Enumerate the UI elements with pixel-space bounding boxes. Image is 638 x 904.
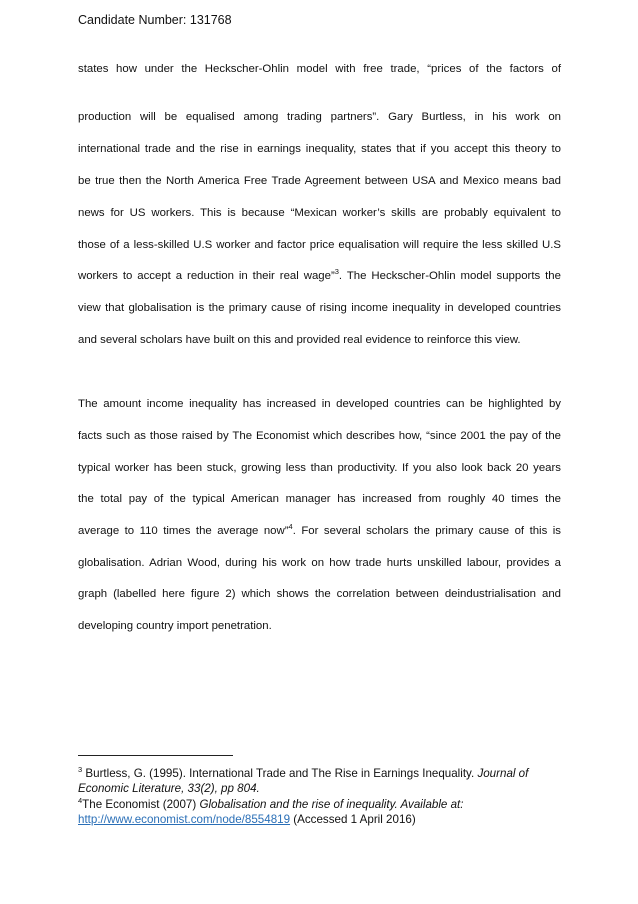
footnote-3-continued [78,781,260,797]
paragraph-line: international trade and the rise in earnings inequality, states that if you accept this theory to [78,143,561,155]
paragraph-line: The amount income inequality has increased in developed countries can be highlighted by [78,398,561,410]
footnote-marker: 4 [78,796,83,806]
footnote-separator [78,755,233,756]
paragraph-line: view that globalisation is the primary cause of rising income inequality in developed countries [78,302,561,314]
paragraph-line: typical worker has been stuck, growing less than productivity. If you also look back 20 years [78,462,561,474]
text-run: average to 110 times the average now” [78,525,289,537]
paragraph-line-with-footnote [78,268,561,284]
footnote-url-link[interactable]: http://www.economist.com/node/8554819 [78,813,291,826]
paragraph-line: developing country import penetration. [78,620,272,632]
paragraph-line: those of a less-skilled U.S worker and factor price equalisation will require the less skilled U.S [78,239,561,251]
paragraph-line: and several scholars have built on this and provided real evidence to reinforce this view. [78,334,521,346]
paragraph-line: states how under the Heckscher-Ohlin model with free trade, “prices of the factors of [78,63,561,75]
footnote-marker: 3 [78,765,83,775]
footnote-ref-3[interactable]: 3 [334,267,339,277]
footnote-text: The Economist (2007) [82,798,200,811]
footnote-ref-4[interactable]: 4 [288,522,293,532]
paragraph-line: production will be equalised among trading partners”. Gary Burtless, in his work on [78,111,561,123]
paragraph-line: news for US workers. This is because “Mexican worker’s skills are probably equivalent to [78,207,561,219]
footnote-accessed: (Accessed 1 April 2016) [290,813,416,826]
candidate-number-header: Candidate Number: 131768 [78,13,232,27]
paragraph-line: the total pay of the typical American manager has increased from roughly 40 times the [78,493,561,505]
footnote-journal: Journal of [477,767,529,780]
footnote-3 [78,766,528,782]
text-run: . For several scholars the primary cause of this is [292,525,561,537]
footnote-4-continued [78,812,416,828]
footnote-text: Burtless, G. (1995). International Trade and The Rise in Earnings Inequality. [82,767,478,780]
footnote-title: Globalisation and the rise of inequality. Available at: [199,798,464,811]
paragraph-line: facts such as those raised by The Economist which describes how, “since 2001 the pay of the [78,430,561,442]
paragraph-line: graph (labelled here figure 2) which shows the correlation between deindustrialisation and [78,588,561,600]
text-run: . The Heckscher-Ohlin model supports the [338,270,561,282]
paragraph-line: globalisation. Adrian Wood, during his work on how trade hurts unskilled labour, provides a [78,557,561,569]
footnote-journal-continued: Economic Literature, 33(2), pp 804. [78,782,260,795]
paragraph-line-with-footnote [78,523,561,539]
paragraph-line: be true then the North America Free Trade Agreement between USA and Mexico means bad [78,175,561,187]
footnote-4 [78,797,463,813]
text-run: workers to accept a reduction in their real wage” [78,270,335,282]
